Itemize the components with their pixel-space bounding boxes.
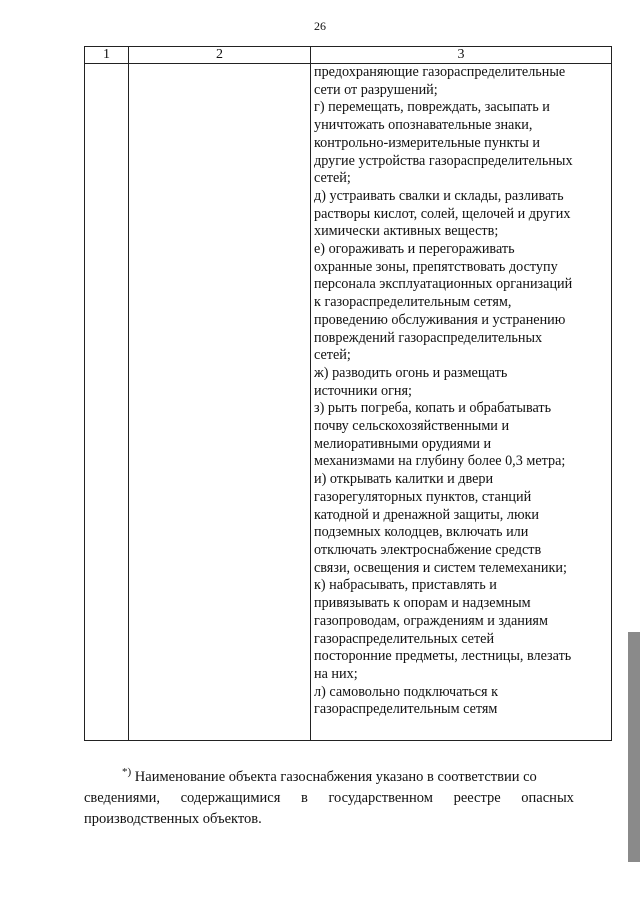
cell-col-3 <box>311 64 612 741</box>
text-line: подземных колодцев, включать или <box>314 524 529 541</box>
column-header-2: 2 <box>129 47 311 64</box>
footnote-text-1: Наименование объекта газоснабжения указано в соответствии со <box>134 769 537 785</box>
column-header-3: 3 <box>311 47 612 64</box>
text-line: газопроводам, ограждениям и зданиям <box>314 612 548 629</box>
page-number: 26 <box>314 19 326 33</box>
scan-edge-shadow <box>628 632 640 862</box>
text-line: сети от разрушений; <box>314 81 438 98</box>
text-line: г) перемещать, повреждать, засыпать и <box>314 99 550 116</box>
text-line: связи, освещения и систем телемеханики; <box>314 559 567 576</box>
text-line: л) самовольно подключаться к <box>314 683 499 700</box>
text-line: и) открывать калитки и двери <box>314 471 494 488</box>
cell-col-2 <box>129 64 311 741</box>
text-line: ж) разводить огонь и размещать <box>314 364 508 381</box>
footnote-line-3: производственных объектов. <box>84 811 262 827</box>
text-line: повреждений газораспределительных <box>314 329 543 346</box>
text-line: газорегуляторных пунктов, станций <box>314 488 532 505</box>
text-line: растворы кислот, солей, щелочей и других <box>314 205 571 222</box>
text-line: предохраняющие газораспределительные <box>314 64 566 80</box>
document-table <box>84 46 612 741</box>
text-line: сетей; <box>314 170 351 187</box>
text-line: мелиоративными орудиями и <box>314 435 492 452</box>
text-line: контрольно-измерительные пункты и <box>314 134 541 151</box>
table-row <box>85 64 612 741</box>
cell-col-1 <box>85 64 129 741</box>
text-line: на них; <box>314 665 358 682</box>
footnote <box>84 767 574 830</box>
text-line: привязывать к опорам и надземным <box>314 595 531 612</box>
text-line: катодной и дренажной защиты, люки <box>314 506 540 523</box>
text-line: газораспределительных сетей <box>314 630 495 647</box>
text-line: е) огораживать и перегораживать <box>314 241 515 258</box>
text-line: химически активных веществ; <box>314 223 499 240</box>
footnote-line-2 <box>84 788 574 809</box>
footnote-word: опасных <box>521 790 574 806</box>
footnote-word: сведениями, <box>84 790 161 806</box>
text-line: з) рыть погреба, копать и обрабатывать <box>314 400 552 417</box>
column-header-1: 1 <box>85 47 129 64</box>
text-line: механизмами на глубину более 0,3 метра; <box>314 453 566 470</box>
text-line: проведению обслуживания и устранению <box>314 311 566 328</box>
text-line: к газораспределительным сетям, <box>314 294 512 311</box>
text-line: охранные зоны, препятствовать доступу <box>314 258 558 275</box>
text-line: другие устройства газораспределительных <box>314 152 573 169</box>
text-line: газораспределительным сетям <box>314 701 498 718</box>
footnote-word: в <box>301 790 308 806</box>
footnote-word: содержащимися <box>180 790 281 806</box>
table-header-row <box>85 47 612 64</box>
text-line: почву сельскохозяйственными и <box>314 418 510 435</box>
text-line: сетей; <box>314 347 351 364</box>
text-line: посторонние предметы, лестницы, влезать <box>314 648 572 665</box>
text-line: источники огня; <box>314 382 412 399</box>
footnote-word: государственном <box>328 790 433 806</box>
footnote-line-1 <box>84 767 574 788</box>
footnote-marker: *) <box>122 766 132 779</box>
text-line: к) набрасывать, приставлять и <box>314 577 497 594</box>
footnote-word: реестре <box>453 790 501 806</box>
text-line: персонала эксплуатационных организаций <box>314 276 573 293</box>
text-line: д) устраивать свалки и склады, разливать <box>314 187 564 204</box>
text-line: отключать электроснабжение средств <box>314 541 542 558</box>
text-line: уничтожать опознавательные знаки, <box>314 117 533 134</box>
